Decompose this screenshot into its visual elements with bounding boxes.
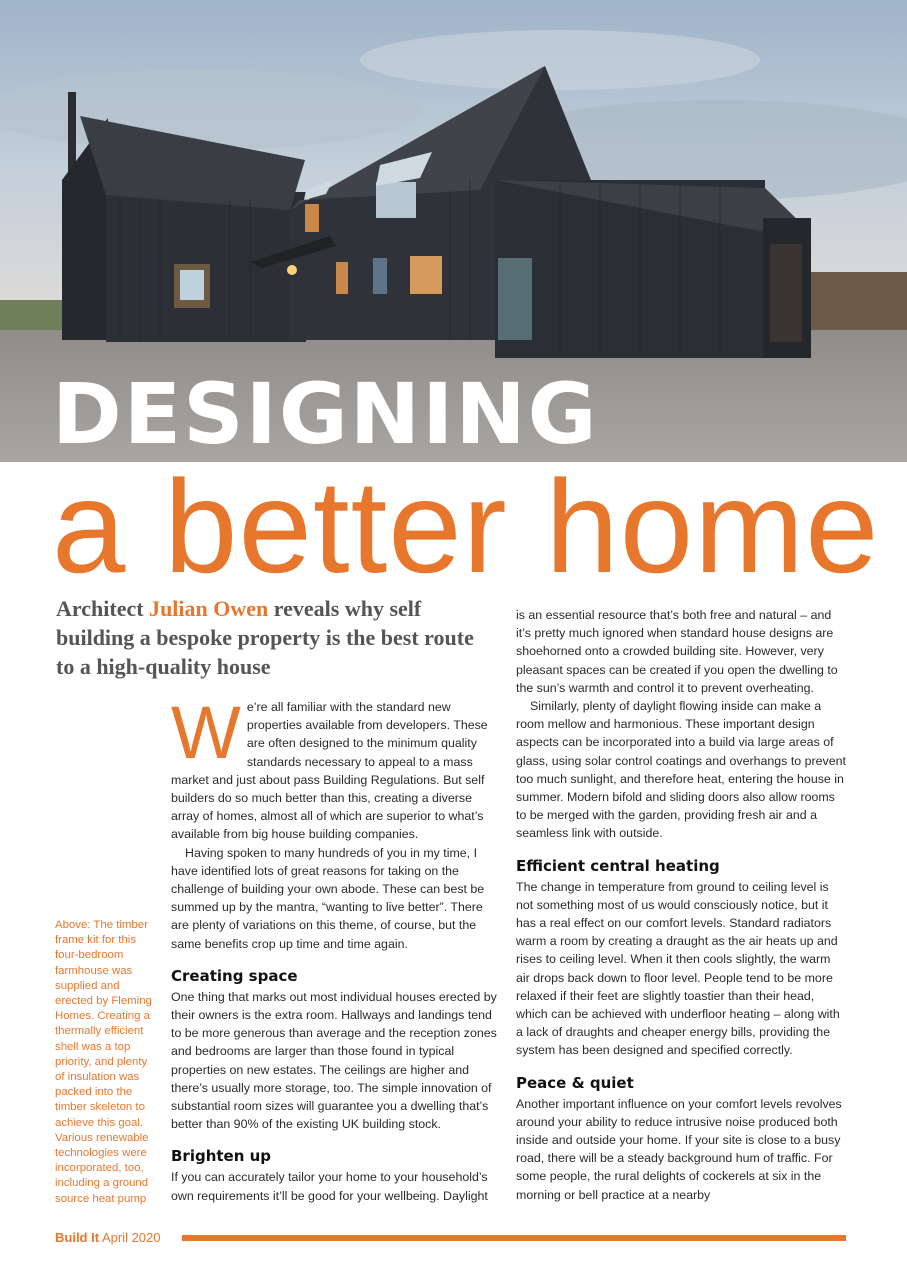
headline-designing: DESIGNING [52,365,599,463]
heating-text: The change in temperature from ground to ceiling level is not something most of us would consciously notice, but it has a real effect on our comfort levels. Standard radiators warm a room by creating a draught as the air heats up and rises to ceiling level. When it then cools slightly, the warm air drops back down to floor level. People tend to be more relaxed if their feet are slightly toastier than their head, which can be achieved with underfloor heating – along with a lack of draughts and cheaper energy bills, providing the system has been designed and specified correctly. [516,879,840,1058]
paragraph-2: Having spoken to many hundreds of you in my time, I have identified lots of great reasons for taking on the challenge of building your own abode. These can best be summed up by the mantra, “wanting to live better”. There are plenty of variations on this theme, of course, but the same benefits crop up time and time again. [171,845,485,951]
drop-cap: W [171,691,241,774]
article-column-1 [171,691,497,1205]
footer-brand: Build It [55,1230,100,1245]
standfirst [56,594,476,681]
author-name: Julian Owen [149,596,269,621]
footer-rule [182,1235,846,1241]
peace-text: Another important influence on your comfort levels revolves around your ability to reduce intrusive noise produced both inside and outside your home. If your site is close to a busy road, there will be a steady background hum of traffic. For some people, the rural delights of cockerels at six in the morning or bell practice at a nearby [516,1096,842,1202]
heading-creating-space: Creating space [171,966,298,985]
photo-caption: Above: The timber frame kit for this four-bedroom farmhouse was supplied and erected by Fleming Homes. Creating a thermally efficient shell was a top priority, and plenty of insulation was packed into the timber skeleton to achieve this goal. Various renewable technologies were incorporated, too, including a ground source heat pump [55,919,152,1205]
article-column-2 [516,606,846,1204]
standfirst-pre: Architect [56,596,150,621]
standfirst-post: reveals why self building a bespoke property is the best route to a high-quality house [56,596,474,679]
brighten-up-text: If you can accurately tailor your home to your household’s own requirements it’ll be good for your wellbeing. Daylight [171,1170,488,1203]
heading-brighten-up: Brighten up [171,1147,272,1166]
creating-space-text: One thing that marks out most individual houses erected by their owners is the extra room. Hallways and landings tend to be more generous than average and the reception zones and bedrooms are larger than those found in typical properties on new estates. The ceilings are higher and there’s usually more storage, too. The simple innovation of substantial room sizes will guarantee you a dwelling that’s better than 90% of the existing UK building stock. [171,989,497,1132]
intro-text: e’re all familiar with the standard new properties available from developers. These are often designed to the minimum quality standards necessary to appeal to a mass market and just about pass Building Regulations. But self builders do so much better than this, creating a diverse array of homes, almost all of which are superior to what’s available from big house building companies. [171,700,488,842]
col2-paragraph-2: Similarly, plenty of daylight flowing inside can make a room mellow and harmonious. These important design aspects can be incorporated into a build via large areas of glass, using solar control coatings and overhangs to prevent too much sunlight, and therefore heat, entering the house in summer. Modern bifold and sliding doors also allow rooms to be merged with the garden, providing fresh air and a seamless link with outside. [516,699,846,841]
page-footer [55,1230,161,1245]
col2-paragraph-1: is an essential resource that’s both free and natural – and it’s pretty much ignored when standard house designs are shoehorned onto a crowded building site. However, very pleasant spaces can be created if you open the dwelling to the sun’s warmth and control it to prevent overheating. [516,608,838,695]
intro-paragraph [171,691,497,844]
footer-issue: April 2020 [101,1230,161,1245]
heading-peace-and-quiet: Peace & quiet [516,1073,634,1092]
heading-efficient-central-heating: Efficient central heating [516,856,720,875]
headline-a-better-home: a better home [52,453,880,600]
